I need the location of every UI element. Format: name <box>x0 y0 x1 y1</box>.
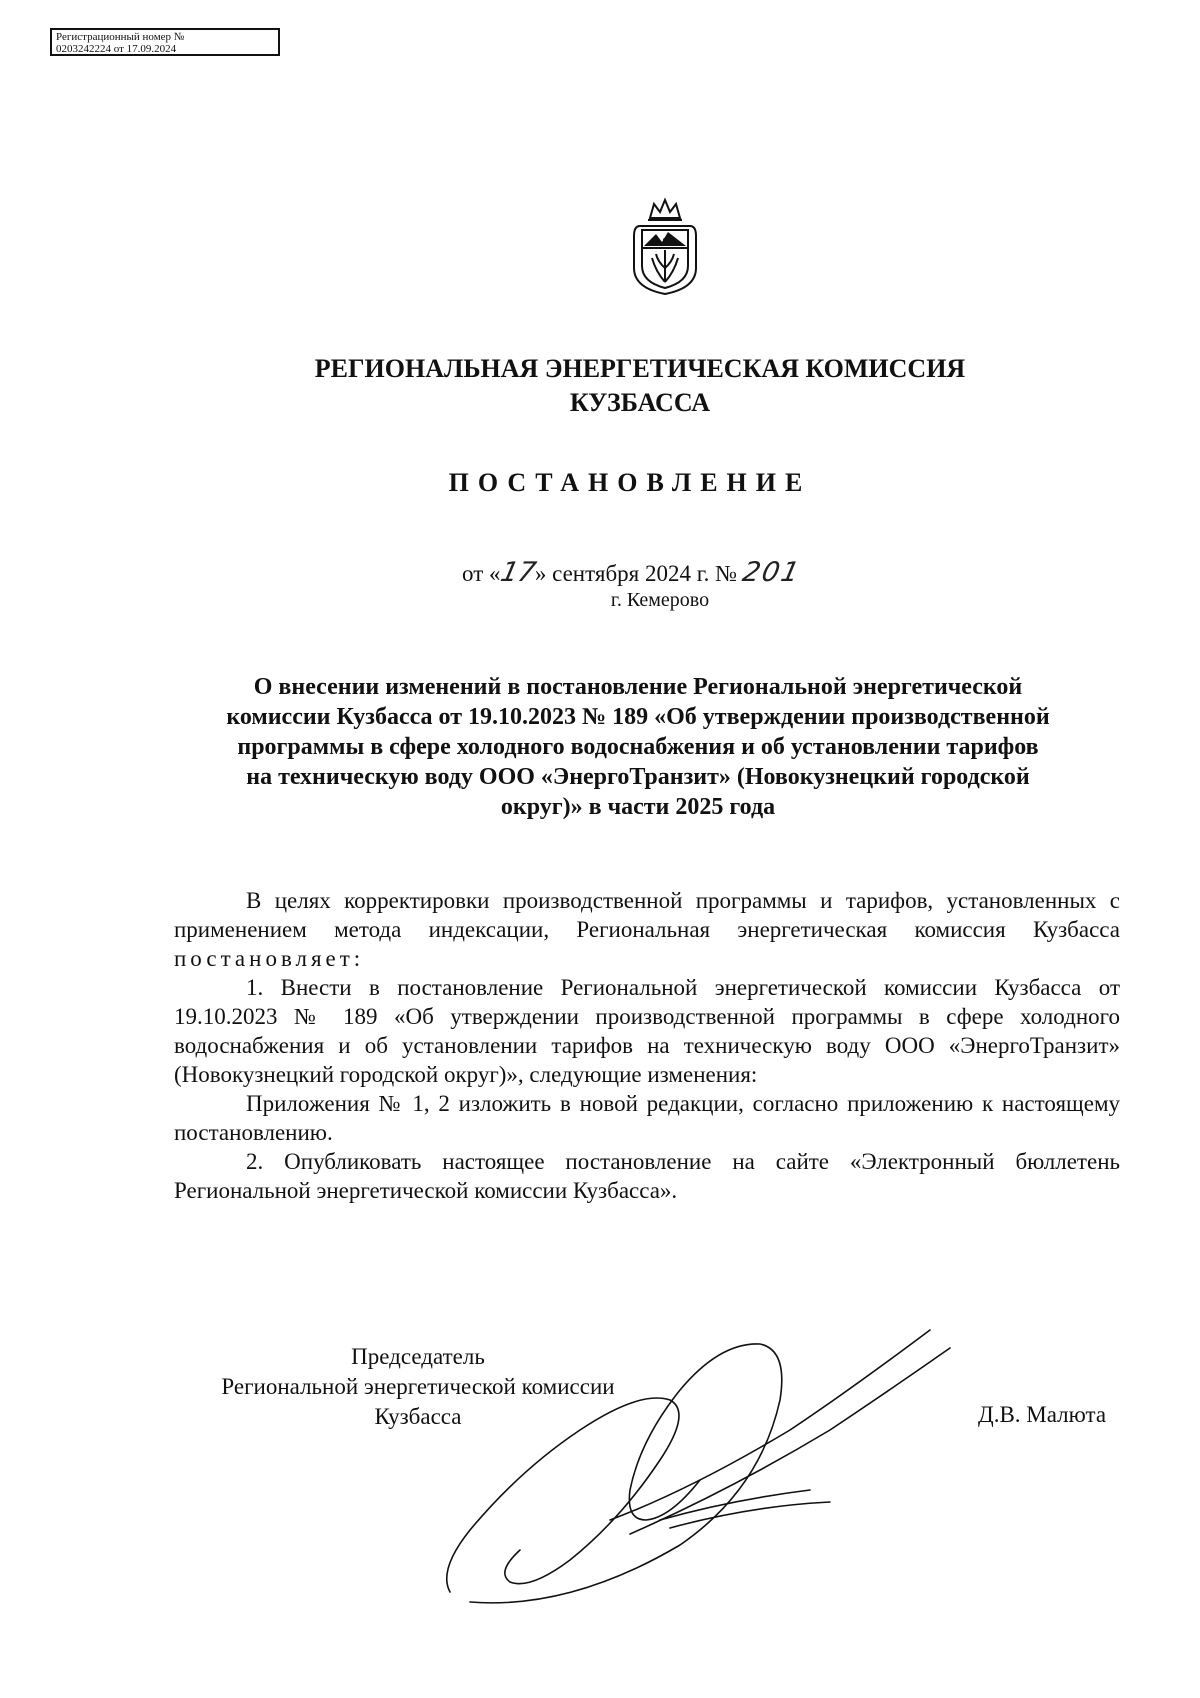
coat-of-arms-icon <box>628 196 702 296</box>
position-line-2: Региональной энергетической комиссии <box>221 1374 615 1399</box>
preamble-text: В целях корректировки производственной программы и тарифов, установленных с применением метода индексации, Региональная энергетическая комиссия Кузбасса <box>174 888 1120 942</box>
item-1-detail-paragraph: Приложения № 1, 2 изложить в новой редакции, согласно приложению к настоящему постановлению. <box>174 1091 1120 1145</box>
document-city: г. Кемерово <box>610 589 710 611</box>
item-1-paragraph: 1. Внести в постановление Региональной энергетической комиссии Кузбасса от 19.10.2023 № 189 «Об утверждении производственной программы в сфере холодного водоснабжения и об установлении тарифов на техническую воду ООО «ЭнергоТранзит» (Новокузнецкий городской округ)», следующие изменения: <box>174 975 1120 1087</box>
item-2-paragraph: 2. Опубликовать настоящее постановление на сайте «Электронный бюллетень Региональной энергетической комиссии Кузбасса». <box>174 1149 1120 1203</box>
organization-line-2: КУЗБАССА <box>569 388 711 417</box>
document-body <box>174 886 1120 1205</box>
preamble-paragraph <box>174 886 1120 973</box>
organization-name <box>0 352 1200 420</box>
document-type-title: ПОСТАНОВЛЕНИЕ <box>448 468 812 497</box>
position-line-1: Председатель <box>351 1344 485 1369</box>
handwritten-signature <box>430 1320 970 1620</box>
date-prefix: от « <box>462 561 501 586</box>
date-day-handwritten: 17 <box>497 557 539 588</box>
subject-line-2: комиссии Кузбасса от 19.10.2023 № 189 «Об утверждении производственной <box>226 704 1050 730</box>
decree-word: постановляет: <box>174 946 365 971</box>
organization-line-1: РЕГИОНАЛЬНАЯ ЭНЕРГЕТИЧЕСКАЯ КОМИССИЯ <box>314 354 966 383</box>
subject-line-4: на техническую воду ООО «ЭнергоТранзит» (Новокузнецкий городской <box>246 764 1030 790</box>
registration-stamp <box>50 28 280 56</box>
document-date-line <box>462 557 804 588</box>
document-subject <box>168 672 1108 822</box>
date-month-year: » сентября 2024 г. № <box>534 561 738 586</box>
registration-number: 0203242224 от 17.09.2024 <box>56 43 177 55</box>
subject-line-1: О внесении изменений в постановление Региональной энергетической <box>253 674 1023 700</box>
document-number-handwritten: 201 <box>739 557 804 588</box>
signer-name: Д.В. Малюта <box>978 1402 1107 1427</box>
registration-label: Регистрационный номер № <box>56 31 185 43</box>
position-line-3: Кузбасса <box>374 1404 462 1429</box>
subject-line-5: округ)» в части 2025 года <box>500 794 776 820</box>
subject-line-3: программы в сфере холодного водоснабжения и об установлении тарифов <box>237 734 1039 760</box>
